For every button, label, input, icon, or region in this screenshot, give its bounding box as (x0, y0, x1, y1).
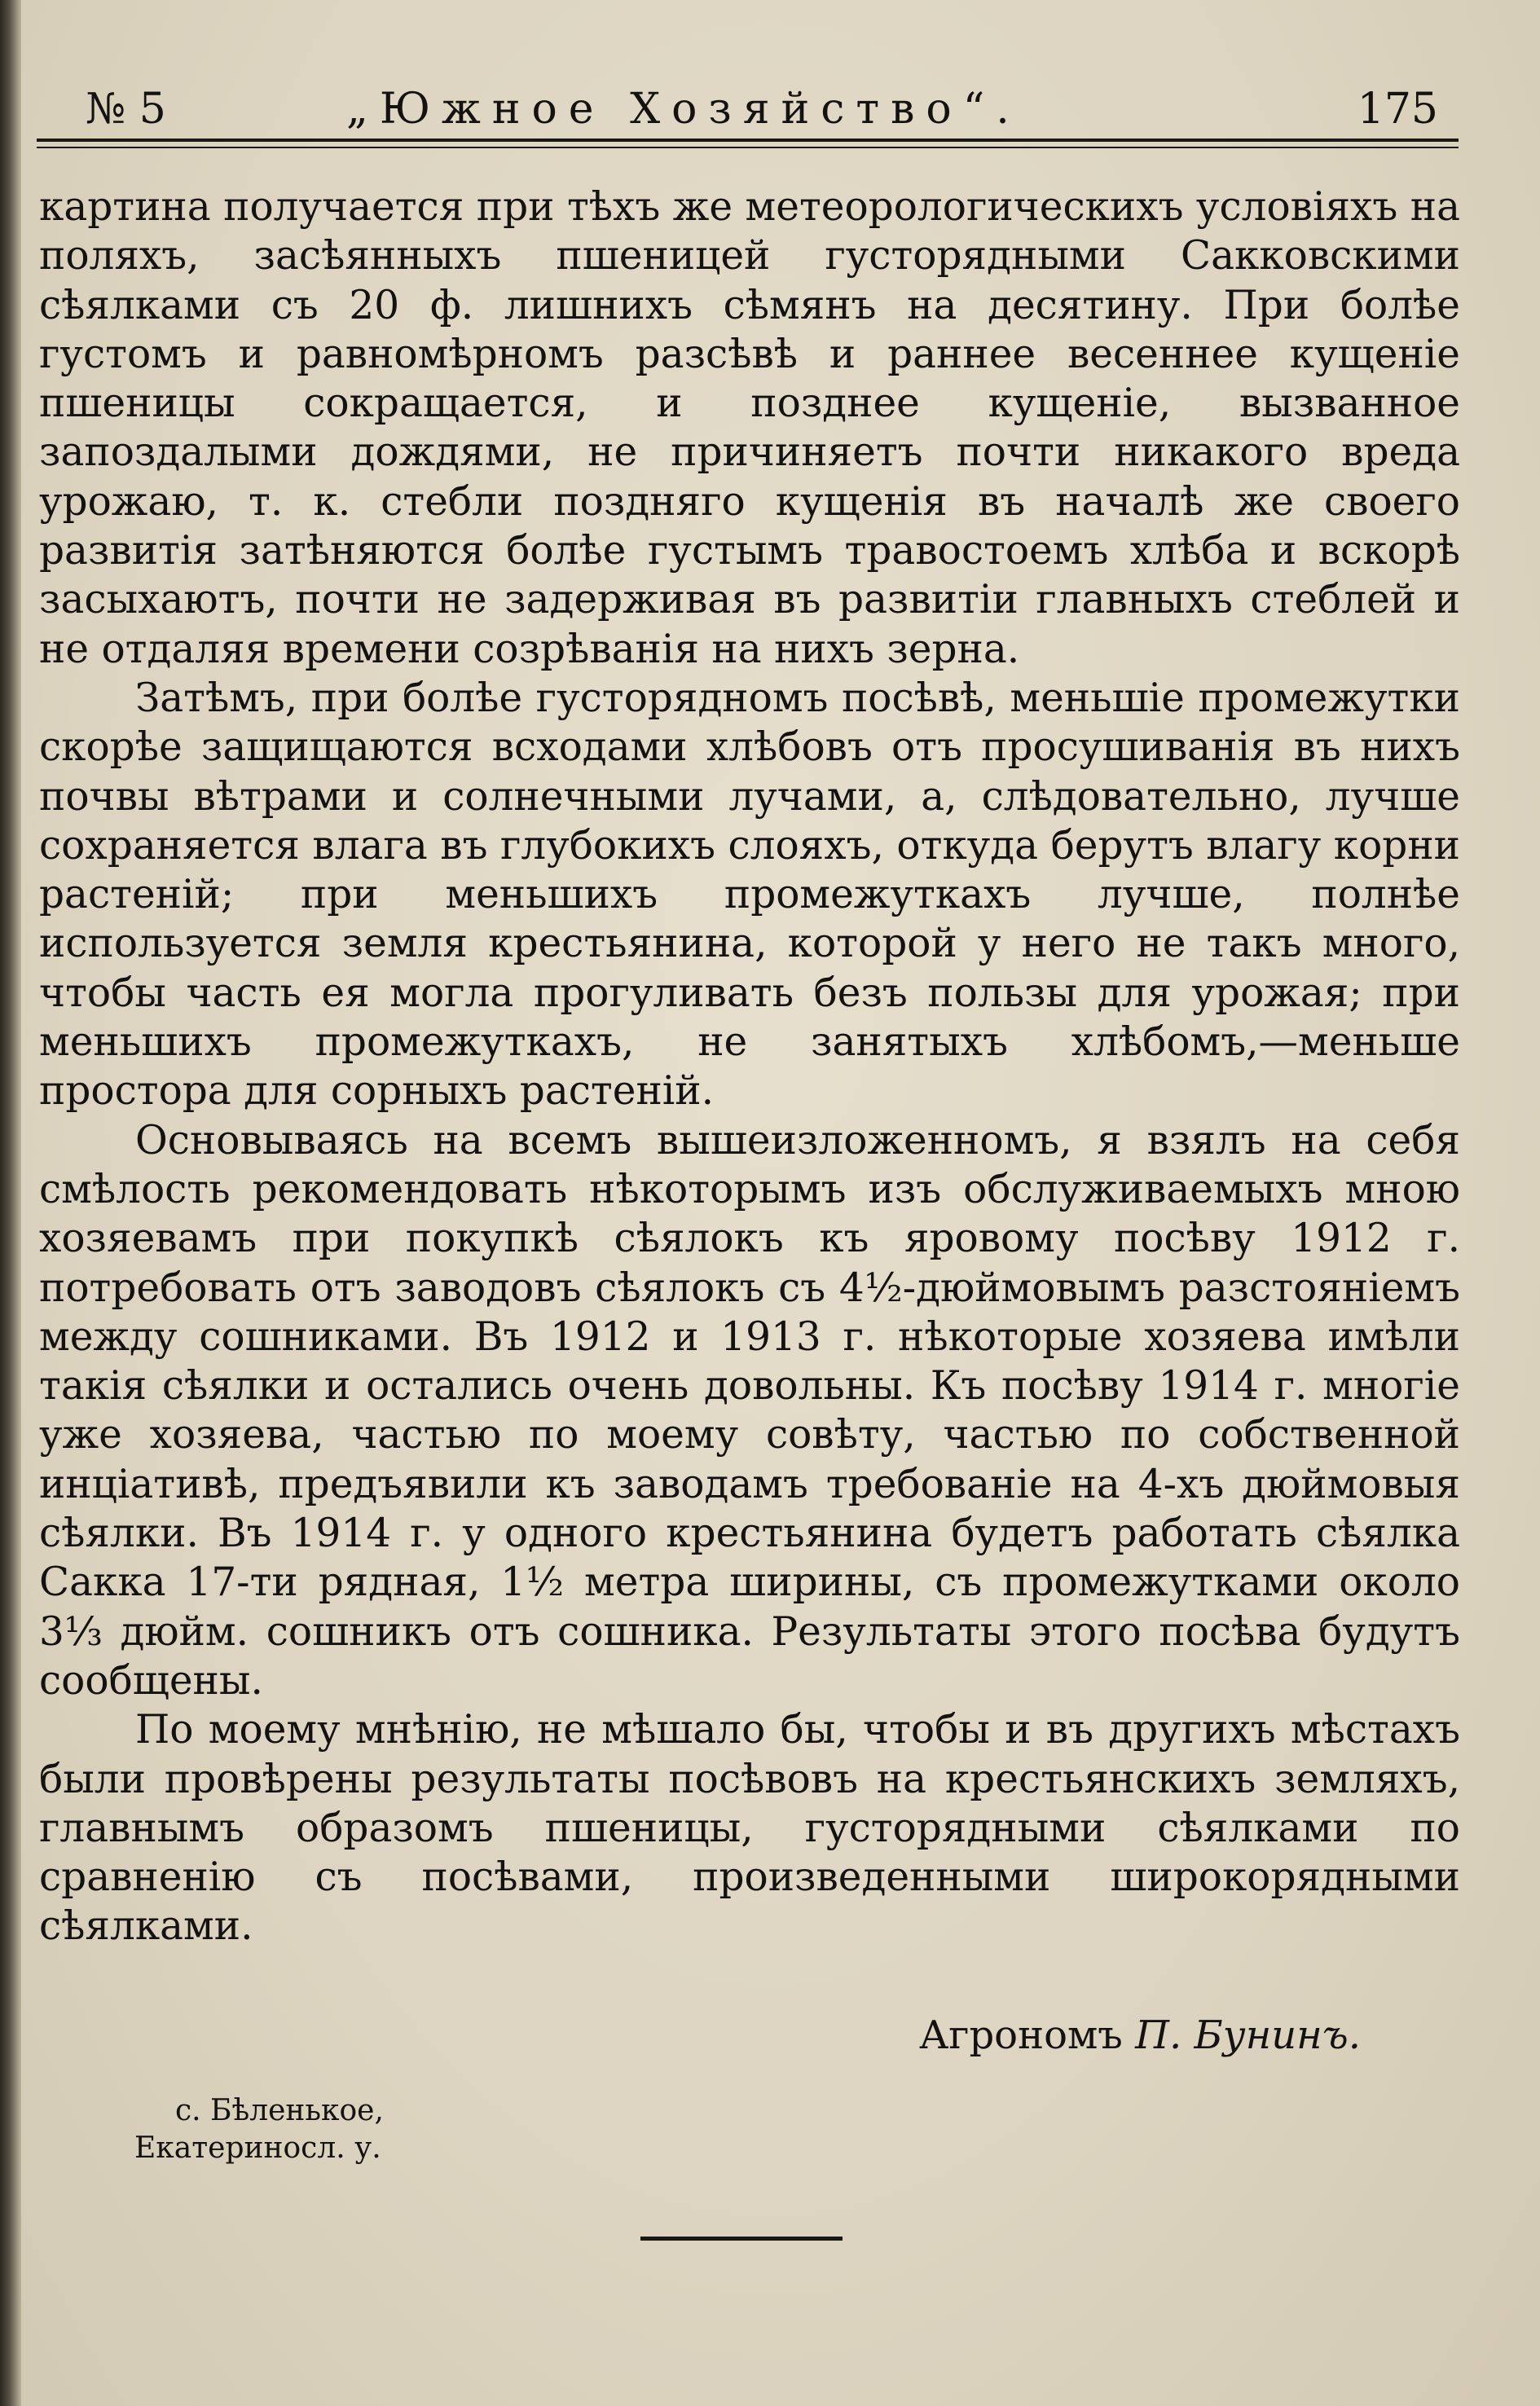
author-signature (919, 2011, 1361, 2060)
running-header (77, 80, 1463, 139)
location-village: с. Бѣленькое, (175, 2094, 384, 2127)
paragraph-2: Затѣмъ, при болѣе густорядномъ посѣвѣ, меньшіе промежутки скорѣе защищаются всходами хлѣбовъ отъ просушиванія въ нихъ почвы вѣтрами и солнечными лучами, а, слѣдовательно, лучше сохраняется влага въ глубокихъ слояхъ, откуда берутъ влагу корни растеній; при меньшихъ промежуткахъ лучше, полнѣе используется земля крестьянина, которой у него не такъ много, чтобы часть ея могла прогуливать безъ пользы для урожая; при меньшихъ промежуткахъ, не занятыхъ хлѣбомъ,—меньше простора для сорныхъ растеній. (39, 675, 1460, 1115)
journal-title: „Южное Хозяйство“. (346, 85, 1021, 134)
page-number: 175 (1357, 85, 1438, 134)
article-body (39, 183, 1460, 1951)
paragraph-3: Основываясь на всемъ вышеизложенномъ, я взялъ на себя смѣлость рекомендовать нѣкоторымъ изъ обслуживаемыхъ мною хозяевамъ при покупкѣ сѣялокъ къ яровому посѣву 1912 г. потребовать отъ заводовъ сѣялокъ съ 4½-дюймовымъ разстояніемъ между сошниками. Въ 1912 и 1913 г. нѣкоторые хозяева имѣли такія сѣялки и остались очень довольны. Къ посѣву 1914 г. многіе уже хозяева, частью по моему совѣту, частью по собственной инціативѣ, предъявили къ заводамъ требованіе на 4-хъ дюймовыя сѣялки. Въ 1914 г. у одного крестьянина будетъ работать сѣялка Сакка 17-ти рядная, 1½ метра ширины, съ промежутками около 3⅓ дюйм. сошникъ отъ сошника. Результаты этого посѣва будутъ сообщены. (39, 1117, 1460, 1704)
author-location (134, 2092, 384, 2167)
author-name: П. Бунинъ. (1135, 2012, 1361, 2058)
location-district: Екатериносл. у. (134, 2131, 381, 2165)
paragraph-1: картина получается при тѣхъ же метеорологическихъ условіяхъ на поляхъ, засѣянныхъ пшеницей густорядными Сакковскими сѣялками съ 20 ф. лишнихъ сѣмянъ на десятину. При болѣе густомъ и равномѣрномъ разсѣвѣ и раннее весеннее кущеніе пшеницы сокращается, и позднее кущеніе, вызванное запоздалыми дождями, не причиняетъ почти никакого вреда урожаю, т. к. стебли поздняго кущенія въ началѣ же своего развитія затѣняются болѣе густымъ травостоемъ хлѣба и вскорѣ засыхаютъ, почти не задерживая въ развитіи главныхъ стеблей и не отдаляя времени созрѣванія на нихъ зерна. (39, 184, 1460, 672)
book-spine-edge (0, 0, 21, 2406)
paragraph-4: По моему мнѣнію, не мѣшало бы, чтобы и въ другихъ мѣстахъ были провѣрены результаты посѣвовъ на крестьянскихъ земляхъ, главнымъ образомъ пшеницы, густорядными сѣялками по сравненію съ посѣвами, произведенными широкорядными сѣялками. (39, 1707, 1460, 1950)
author-title: Агрономъ (918, 2012, 1123, 2058)
header-rule-thick (37, 139, 1459, 142)
article-end-rule (640, 2237, 843, 2241)
issue-number: № 5 (86, 85, 166, 134)
header-rule-thin (37, 147, 1459, 148)
